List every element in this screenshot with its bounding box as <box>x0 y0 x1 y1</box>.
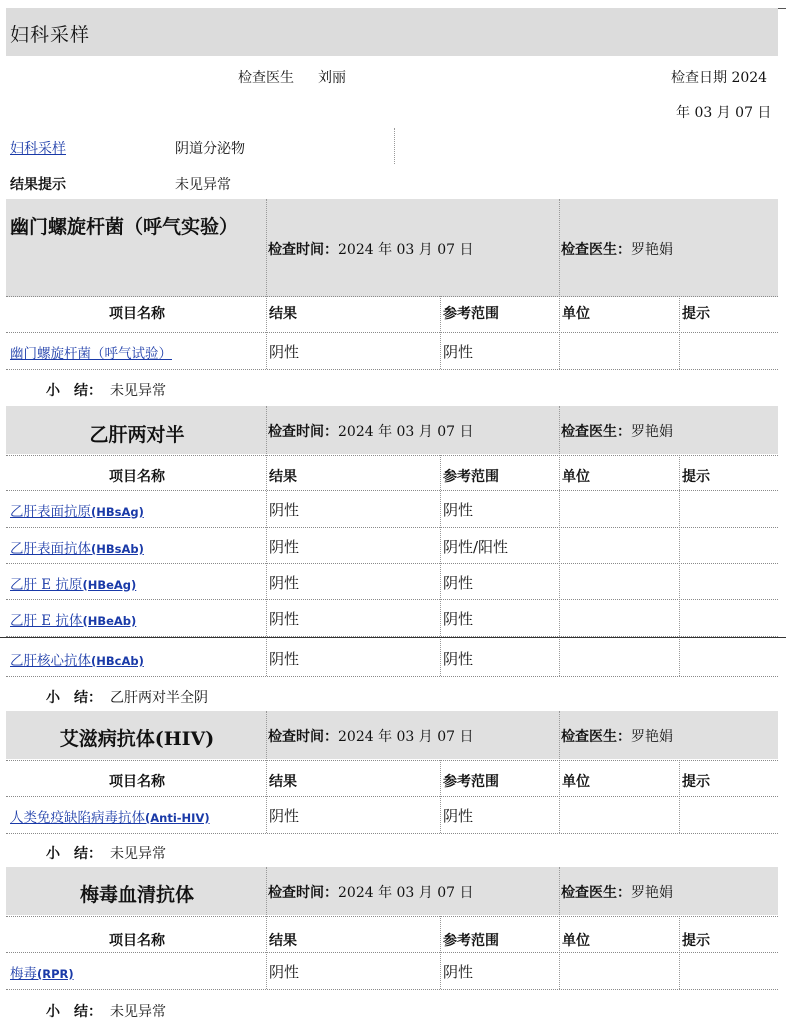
edge-mark <box>778 8 786 9</box>
test-reference-range: 阴性/阳性 <box>443 538 509 556</box>
column-header-result: 结果 <box>269 469 297 485</box>
test-reference-range: 阴性 <box>443 963 474 981</box>
page-break-line <box>0 637 786 638</box>
column-header-unit: 单位 <box>562 306 590 322</box>
exam-doctor-value: 罗艳娟 <box>631 729 673 745</box>
section-title: 梅毒血清抗体 <box>79 884 194 906</box>
test-item-link[interactable] <box>10 649 144 669</box>
test-item-link[interactable] <box>10 342 172 362</box>
exam-time-value: 2024 年 03 月 07 日 <box>338 242 474 258</box>
column-header-line <box>6 952 778 953</box>
row-line <box>6 833 778 834</box>
column-header-result: 结果 <box>269 306 297 322</box>
column-header-unit: 单位 <box>562 774 590 790</box>
test-reference-range: 阴性 <box>443 501 474 519</box>
sample-item-link[interactable]: 妇科采样 <box>10 141 66 157</box>
summary-text: 乙肝两对半全阴 <box>110 690 208 706</box>
test-reference-range: 阴性 <box>443 610 474 628</box>
column-header-unit: 单位 <box>562 933 590 949</box>
exam-time-value: 2024 年 03 月 07 日 <box>338 885 474 901</box>
test-item-name: 乙肝表面抗体 <box>10 541 91 557</box>
test-item-code: (HBsAg) <box>91 505 144 519</box>
column-header-range: 参考范围 <box>443 306 499 322</box>
test-result: 阴性 <box>269 610 300 628</box>
exam-time-value: 2024 年 03 月 07 日 <box>338 729 474 745</box>
column-divider <box>266 867 267 989</box>
exam-doctor-label: 检查医生： <box>561 885 631 901</box>
row-line <box>6 676 778 677</box>
test-item-code: (HBcAb) <box>91 654 144 668</box>
test-reference-range: 阴性 <box>443 574 474 592</box>
column-divider <box>440 455 441 676</box>
column-divider <box>266 199 267 369</box>
row-line <box>6 989 778 990</box>
test-item-link[interactable] <box>10 806 210 826</box>
exam-doctor <box>561 726 673 746</box>
test-result: 阴性 <box>269 574 300 592</box>
row-line <box>6 599 778 600</box>
header-bottom-line <box>6 455 778 456</box>
test-item-name: 梅毒 <box>10 966 37 982</box>
exam-time <box>268 239 474 259</box>
exam-time-label: 检查时间： <box>268 424 338 440</box>
exam-doctor <box>561 882 673 902</box>
column-header-hint: 提示 <box>682 774 710 790</box>
section-title: 艾滋病抗体(HIV) <box>59 728 215 750</box>
exam-time-label: 检查时间： <box>268 729 338 745</box>
exam-time-value: 2024 年 03 月 07 日 <box>338 424 474 440</box>
summary-label: 小 结： <box>46 690 102 706</box>
result-label: 结果提示 <box>10 177 66 193</box>
result-value: 未见异常 <box>175 177 231 193</box>
test-result: 阴性 <box>269 501 300 519</box>
doctor-label: 检查医生 <box>238 70 294 86</box>
column-header-hint: 提示 <box>682 469 710 485</box>
sample-divider <box>394 128 395 164</box>
test-result: 阴性 <box>269 343 300 361</box>
exam-doctor <box>561 239 673 259</box>
header-bottom-line <box>6 760 778 761</box>
column-header-result: 结果 <box>269 933 297 949</box>
test-item-link[interactable] <box>10 537 144 557</box>
exam-doctor-value: 罗艳娟 <box>631 424 673 440</box>
test-result: 阴性 <box>269 650 300 668</box>
row-line <box>6 563 778 564</box>
header-bottom-line <box>6 296 778 297</box>
exam-time-label: 检查时间： <box>268 885 338 901</box>
test-reference-range: 阴性 <box>443 650 474 668</box>
exam-doctor-value: 罗艳娟 <box>631 242 673 258</box>
column-header-hint: 提示 <box>682 306 710 322</box>
exam-time-label: 检查时间： <box>268 242 338 258</box>
test-result: 阴性 <box>269 963 300 981</box>
summary-text: 未见异常 <box>110 1004 166 1020</box>
section-title: 乙肝两对半 <box>89 424 185 446</box>
test-item-name: 人类免疫缺陷病毒抗体 <box>10 810 145 826</box>
test-result: 阴性 <box>269 807 300 825</box>
report-title-bar <box>6 8 778 56</box>
doctor-name: 刘丽 <box>318 70 346 86</box>
exam-doctor <box>561 421 673 441</box>
summary-label: 小 结： <box>46 846 102 862</box>
column-header-hint: 提示 <box>682 933 710 949</box>
test-item-link[interactable] <box>10 500 144 520</box>
report-title: 妇科采样 <box>10 24 91 46</box>
test-result: 阴性 <box>269 538 300 556</box>
test-item-code: (HBsAb) <box>91 542 144 556</box>
exam-doctor-label: 检查医生： <box>561 424 631 440</box>
summary-label: 小 结： <box>46 1004 102 1020</box>
column-header-line <box>6 796 778 797</box>
test-item-code: (HBeAg) <box>82 578 137 592</box>
column-header-name: 项目名称 <box>109 469 165 485</box>
column-header-unit: 单位 <box>562 469 590 485</box>
row-line <box>6 527 778 528</box>
column-header-line <box>6 332 778 333</box>
row-line <box>6 369 778 370</box>
test-item-code: (RPR) <box>37 967 74 981</box>
exam-doctor-value: 罗艳娟 <box>631 885 673 901</box>
exam-time <box>268 726 474 746</box>
column-header-result: 结果 <box>269 774 297 790</box>
column-divider <box>559 867 560 989</box>
date-label: 检查日期 2024 <box>671 70 768 86</box>
column-divider <box>559 199 560 369</box>
exam-time <box>268 421 474 441</box>
column-divider <box>679 455 680 676</box>
column-header-range: 参考范围 <box>443 933 499 949</box>
column-divider <box>559 711 560 833</box>
test-reference-range: 阴性 <box>443 343 474 361</box>
column-divider <box>266 711 267 833</box>
column-header-name: 项目名称 <box>109 774 165 790</box>
summary-text: 未见异常 <box>110 383 166 399</box>
test-item-name: 乙肝 E 抗原 <box>10 577 83 593</box>
column-header-line <box>6 490 778 491</box>
test-item-link[interactable] <box>10 609 136 629</box>
summary-text: 未见异常 <box>110 846 166 862</box>
test-reference-range: 阴性 <box>443 807 474 825</box>
test-item-link[interactable] <box>10 962 74 982</box>
test-item-name: 幽门螺旋杆菌（呼气试验） <box>10 346 172 362</box>
header-bottom-line <box>6 916 778 917</box>
test-item-code: (HBeAb) <box>82 614 137 628</box>
date-continued: 年 03 月 07 日 <box>676 105 772 121</box>
exam-time <box>268 882 474 902</box>
sample-item-value: 阴道分泌物 <box>175 141 245 157</box>
column-header-name: 项目名称 <box>109 933 165 949</box>
exam-doctor-label: 检查医生： <box>561 729 631 745</box>
summary-label: 小 结： <box>46 383 102 399</box>
exam-doctor-label: 检查医生： <box>561 242 631 258</box>
test-item-name: 乙肝核心抗体 <box>10 653 91 669</box>
test-item-link[interactable] <box>10 573 136 593</box>
test-item-code: (Anti-HIV) <box>145 811 210 825</box>
section-title: 幽门螺旋杆菌（呼气实验） <box>10 216 239 238</box>
column-header-name: 项目名称 <box>109 306 165 322</box>
column-header-range: 参考范围 <box>443 469 499 485</box>
column-header-range: 参考范围 <box>443 774 499 790</box>
test-item-name: 乙肝 E 抗体 <box>10 613 83 629</box>
test-item-name: 乙肝表面抗原 <box>10 504 91 520</box>
